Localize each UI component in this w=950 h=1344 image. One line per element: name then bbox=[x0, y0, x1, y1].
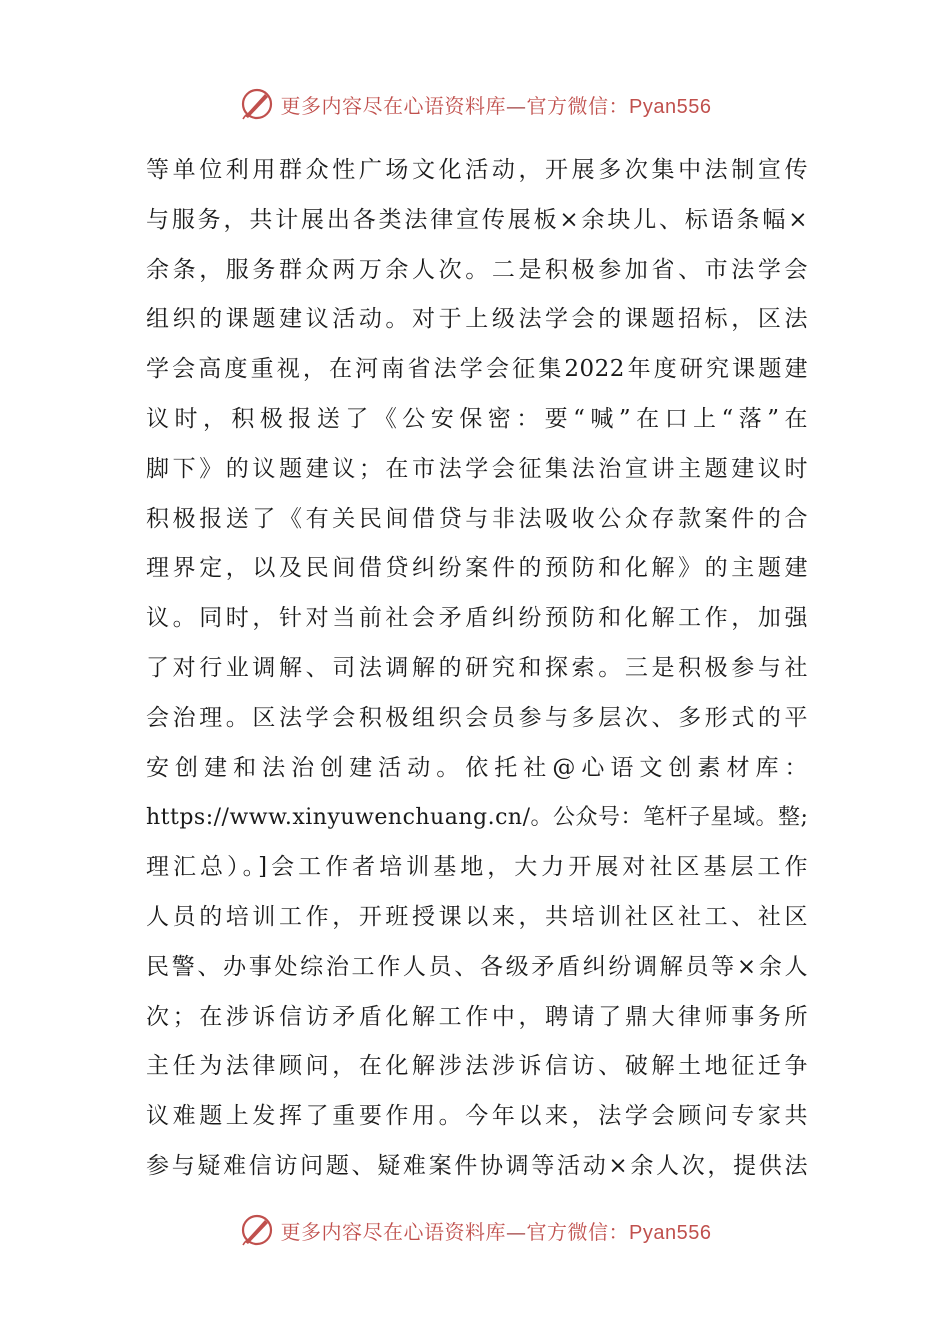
text-line-15: 理汇总）。]会工作者培训基地，大力开展对社区基层工作 bbox=[146, 854, 808, 881]
text-line-9: 理界定，以及民间借贷纠纷案件的预防和化解》的主题建 bbox=[146, 555, 808, 582]
text-line-4: 组织的课题建议活动。对于上级法学会的课题招标，区法 bbox=[146, 306, 808, 333]
text-line-12: 会治理。区法学会积极组织会员参与多层次、多形式的平 bbox=[146, 704, 808, 731]
header-watermark bbox=[0, 84, 950, 124]
text-line-18: 次；在涉诉信访矛盾化解工作中，聘请了鼎大律师事务所 bbox=[146, 1003, 808, 1030]
footer-watermark bbox=[0, 1210, 950, 1250]
text-line-20: 议难题上发挥了重要作用。今年以来，法学会顾问专家共 bbox=[146, 1103, 808, 1130]
text-line-11: 了对行业调解、司法调解的研究和探索。三是积极参与社 bbox=[146, 654, 808, 681]
pen-in-circle-icon bbox=[239, 86, 275, 122]
text-line-3: 余条，服务群众两万余人次。二是积极参加省、市法学会 bbox=[146, 256, 808, 283]
text-line-8: 积极报送了《有关民间借贷与非法吸收公众存款案件的合 bbox=[146, 505, 808, 532]
text-line-1: 等单位利用群众性广场文化活动，开展多次集中法制宣传 bbox=[146, 157, 808, 183]
text-line-21: 参与疑难信访问题、疑难案件协调等活动×余人次，提供法 bbox=[146, 1152, 808, 1179]
text-line-2: 与服务，共计展出各类法律宣传展板×余块儿、标语条幅× bbox=[146, 206, 808, 233]
text-line-17: 民警、办事处综治工作人员、各级矛盾纠纷调解员等×余人 bbox=[146, 953, 808, 980]
text-line-7: 脚下》的议题建议；在市法学会征集法治宣讲主题建议时 bbox=[146, 455, 808, 482]
text-line-19: 主任为法律顾问，在化解涉法涉诉信访、破解土地征迁争 bbox=[146, 1053, 808, 1080]
text-line-14: https://www.xinyuwenchuang.cn/。公众号：笔杆子星域。整; bbox=[146, 805, 809, 831]
document-body bbox=[146, 146, 808, 1192]
text-line-5: 学会高度重视，在河南省法学会征集2022年度研究课题建 bbox=[146, 356, 808, 383]
text-line-6: 议时，积极报送了《公安保密：要“喊”在口上“落”在 bbox=[146, 405, 808, 432]
text-line-10: 议。同时，针对当前社会矛盾纠纷预防和化解工作，加强 bbox=[146, 605, 808, 632]
text-line-16: 人员的培训工作，开班授课以来，共培训社区社工、社区 bbox=[146, 903, 808, 930]
text-line-13: 安创建和法治创建活动。依托社@心语文创素材库： bbox=[146, 754, 808, 781]
watermark-text: 更多内容尽在心语资料库—官方微信：Pyan556 bbox=[280, 1219, 712, 1244]
pen-in-circle-icon bbox=[239, 1212, 275, 1248]
watermark-text: 更多内容尽在心语资料库—官方微信：Pyan556 bbox=[280, 93, 712, 118]
